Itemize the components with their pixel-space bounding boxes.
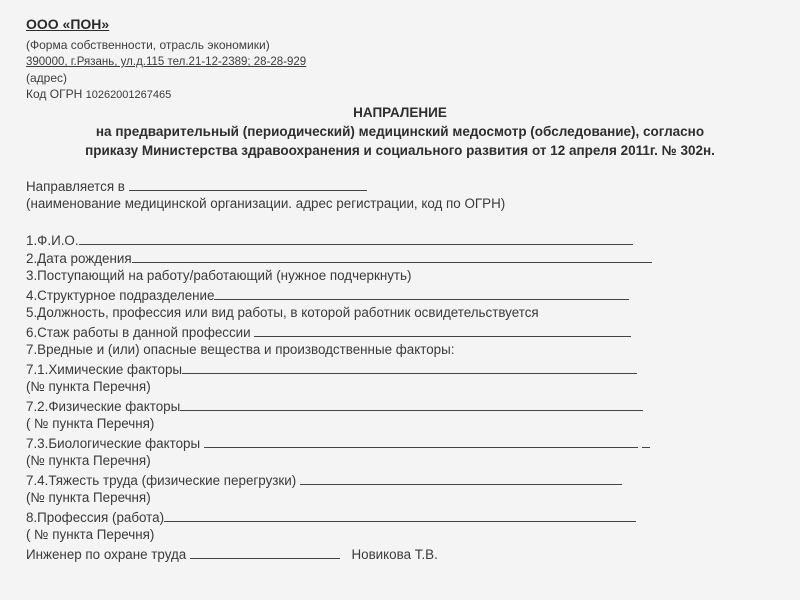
form-item-hazards xyxy=(26,342,454,357)
form-item-workload xyxy=(26,472,622,488)
title-line-2: приказу Министерства здравоохранения и социального развития от 12 апреля 2011г. № 302н. xyxy=(85,143,715,158)
form-item-label: 6.Стаж работы в данной профессии xyxy=(26,325,251,340)
biological-list-hint: (№ пункта Перечня) xyxy=(26,453,151,468)
form-item-label: 4.Структурное подразделение xyxy=(26,288,215,303)
birthdate-field[interactable] xyxy=(132,250,652,263)
form-item-label: 7.4.Тяжесть труда (физические перегрузки) xyxy=(26,473,297,488)
form-item-label: 2.Дата рождения xyxy=(26,251,132,266)
form-item-department xyxy=(26,287,629,303)
profession-list-hint: ( № пункта Перечня) xyxy=(26,527,155,542)
org-form-hint: (Форма собственности, отрасль экономики) xyxy=(26,38,270,52)
physical-list-hint: ( № пункта Перечня) xyxy=(26,416,155,431)
signature-field[interactable] xyxy=(190,546,340,559)
title-line-1: на предварительный (периодический) медицинский медосмотр (обследование), согласно xyxy=(95,124,705,139)
biological-field[interactable] xyxy=(204,435,638,448)
form-item-label: 8.Профессия (работа) xyxy=(26,510,165,525)
form-item-chemical xyxy=(26,361,637,377)
directed-to-row xyxy=(26,178,367,194)
experience-field[interactable] xyxy=(254,324,631,337)
signature-name: Новикова Т.В. xyxy=(351,547,438,562)
chemical-field[interactable] xyxy=(182,361,637,374)
form-item-physical xyxy=(26,398,643,414)
chemical-list-hint: (№ пункта Перечня) xyxy=(26,379,151,394)
form-item-label: 3.Поступающий на работу/работающий (нужное подчеркнуть) xyxy=(26,268,412,283)
form-item-profession xyxy=(26,509,636,525)
form-item-label: 1.Ф.И.О. xyxy=(26,233,79,248)
org-address: 390000, г.Рязань, ул.д.115 тел.21-12-2389; 28-28-929 xyxy=(26,56,307,68)
department-field[interactable] xyxy=(214,287,629,300)
form-item-fio xyxy=(26,232,633,248)
workload-field[interactable] xyxy=(300,472,622,485)
org-name: ООО «ПОН» xyxy=(26,16,110,32)
form-item-experience xyxy=(26,324,631,340)
form-item-label: 7.1.Химические факторы xyxy=(26,362,183,377)
workload-list-hint: (№ пункта Перечня) xyxy=(26,490,151,505)
physical-field[interactable] xyxy=(180,398,643,411)
form-item-label: 7.3.Биологические факторы xyxy=(26,436,201,451)
form-item-status xyxy=(26,268,412,283)
form-item-label: 5.Должность, профессия или вид работы, в которой работник освидетельствуется xyxy=(26,305,539,320)
directed-to-field[interactable] xyxy=(129,178,367,191)
form-item-label: 7.2.Физические факторы xyxy=(26,399,181,414)
form-item-birthdate xyxy=(26,250,652,266)
ogrn-label: Код ОГРН xyxy=(26,87,83,101)
profession-field[interactable] xyxy=(164,509,636,522)
fio-field[interactable] xyxy=(79,232,633,245)
ogrn-value: 10262001267465 xyxy=(85,89,172,101)
address-hint: (адрес) xyxy=(26,71,68,85)
document-title: НАПРАЛЕНИЕ xyxy=(353,105,447,120)
biological-field-tail[interactable] xyxy=(642,435,650,448)
directed-to-hint: (наименование медицинской организации. адрес регистрации, код по ОГРН) xyxy=(26,196,506,211)
form-item-position xyxy=(26,305,539,320)
directed-to-label: Направляется в xyxy=(26,179,125,194)
signature-label: Инженер по охране труда xyxy=(26,547,187,562)
form-item-label: 7.Вредные и (или) опасные вещества и производственные факторы: xyxy=(26,342,455,357)
ogrn-row xyxy=(26,87,171,101)
signature-row xyxy=(26,546,438,562)
form-item-biological xyxy=(26,435,650,451)
